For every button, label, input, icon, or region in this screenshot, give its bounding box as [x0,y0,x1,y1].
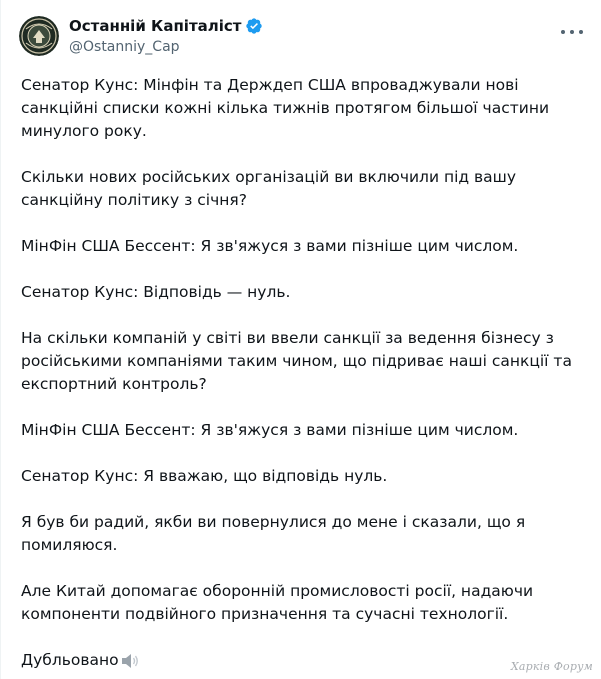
more-options-button[interactable] [561,22,583,42]
tweet-paragraph: Сенатор Кунс: Відповідь — нуль. [21,283,291,301]
avatar[interactable] [19,16,59,56]
dubbed-label: Дубльовано [21,651,119,669]
more-options-icon-dot [570,30,574,34]
more-options-icon-dot [579,30,583,34]
tweet-paragraph-last [21,649,587,672]
tweet-paragraph: На скільки компаній у світі ви ввели санкції за ведення бізнесу з російськими компаніями таким чином, що підриває наші санкції та експортний контроль? [21,329,577,393]
author-handle[interactable]: @Ostanniy_Cap [69,39,180,55]
tweet-paragraph: Сенатор Кунс: Мінфін та Держдеп США впроваджували нові санкційні списки кожні кілька тижнів протягом більшої частини минулого року. [21,76,554,140]
display-name[interactable]: Останній Капіталіст [69,17,242,35]
tweet-paragraph: Сенатор Кунс: Я вважаю, що відповідь нуль. [21,467,388,485]
tweet-paragraph: МінФін США Бессент: Я зв'яжуся з вами пізніше цим числом. [21,421,519,439]
watermark: Харків Форум [510,660,593,673]
tweet-text [21,74,587,672]
tweet-paragraph: Але Китай допомагає оборонній промисловості росії, надаючи компоненти подвійного призначення та сучасні технології. [21,582,538,623]
display-name-row [69,16,263,36]
tweet-header [19,16,583,60]
verified-badge-icon [245,17,263,35]
tweet-paragraph: Скільки нових російських організацій ви включили під вашу санкційну політику з січня? [21,168,521,209]
more-options-icon [561,30,565,34]
tweet-paragraph: Я був би радий, якби ви повернулися до мене і сказали, що я помиляюся. [21,513,531,554]
tweet-paragraph: МінФін США Бессент: Я зв'яжуся з вами пізніше цим числом. [21,237,519,255]
author-names [69,16,263,57]
speaker-icon [120,652,140,670]
